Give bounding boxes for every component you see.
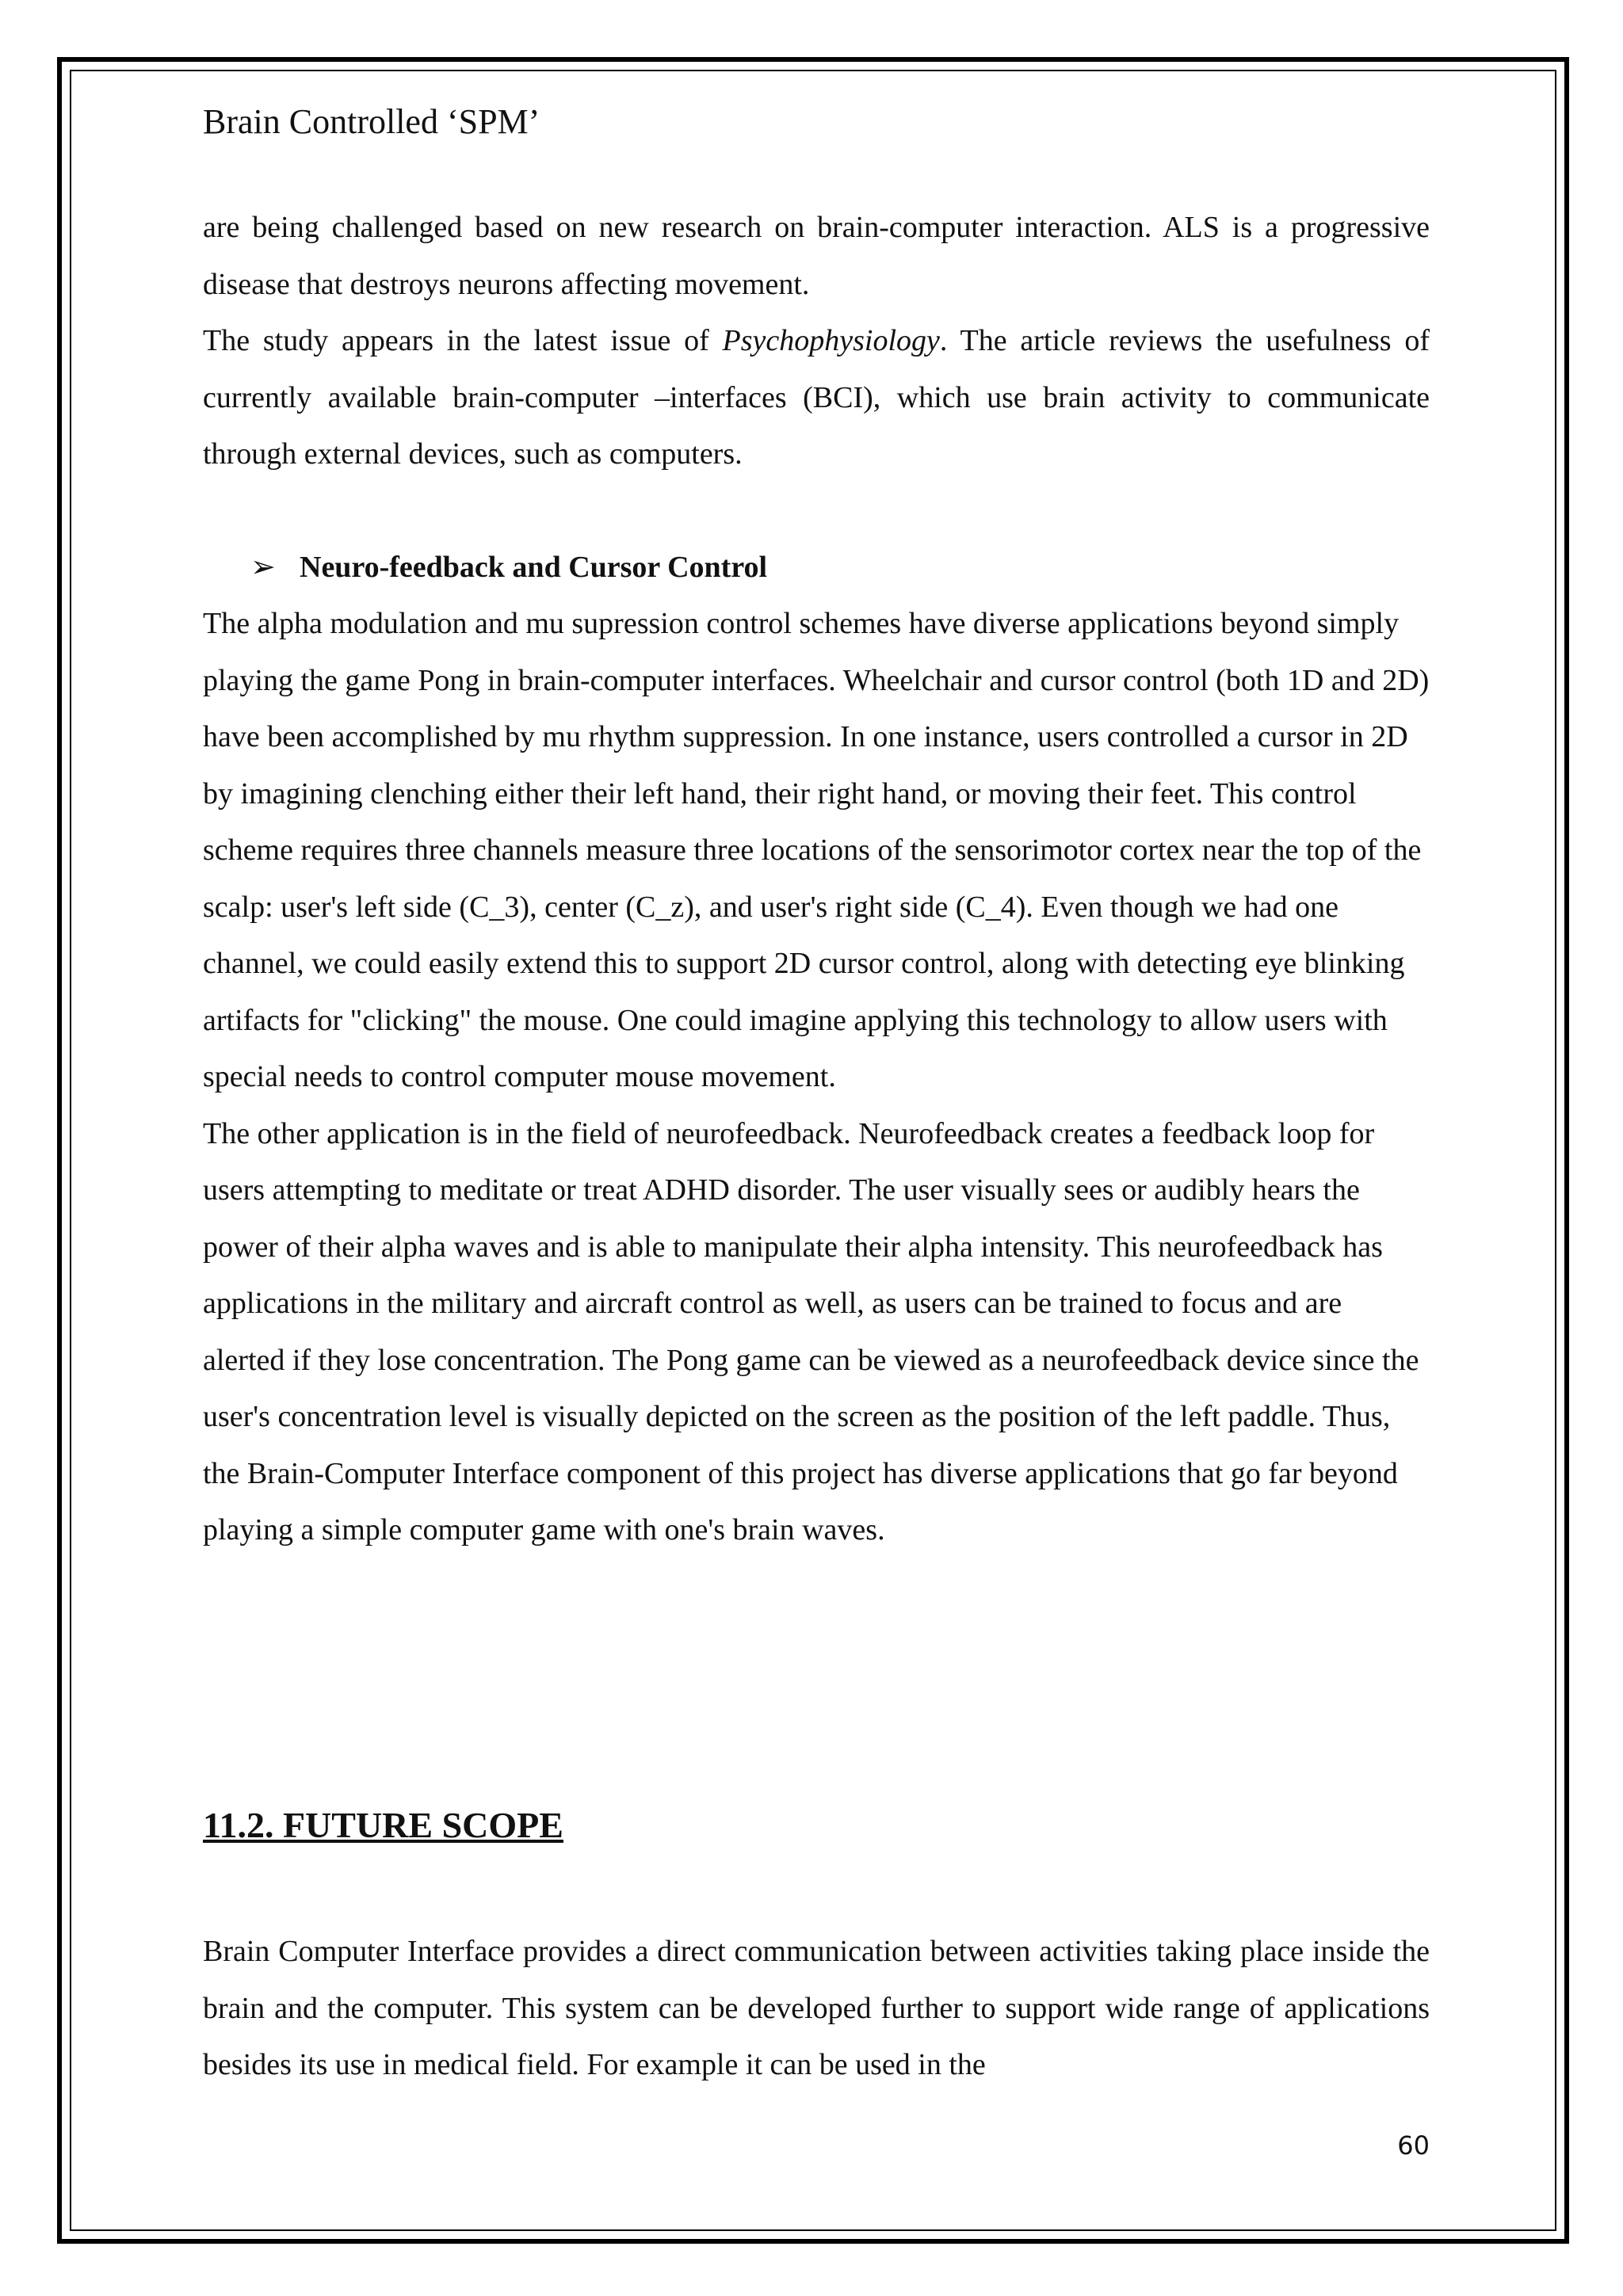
- intro-text-before-journal: The study appears in the latest issue of: [203, 324, 723, 357]
- neurofeedback-paragraph-2: The other application is in the field of neurofeedback. Neurofeedback creates a feedback loop for users attempting to meditate or treat ADHD disorder. The user visually sees or audibly hears the power of their alpha waves and is able to manipulate their alpha intensity. This neurofeedback has applications in the military and aircraft control as well, as users can be trained to focus and are alerted if they lose concentration. The Pong game can be viewed as a neurofeedback device since the user's concentration level is visually depicted on the screen as the position of the left paddle. Thus, the Brain-Computer Interface component of this project has diverse applications that go far beyond playing a simple computer game with one's brain waves.: [203, 1116, 1419, 1547]
- intro-text-after-journal: . The article reviews the usefulness of currently available brain-computer –interfaces (BCI), which use brain activity to communicate through external devices, such as computers.: [203, 324, 1430, 471]
- intro-paragraph-2: [203, 313, 1430, 483]
- section-subheading: [203, 540, 1430, 597]
- body-content: [203, 200, 1430, 1559]
- page-number: 60: [1397, 2130, 1430, 2161]
- journal-name: Psychophysiology: [722, 324, 940, 357]
- arrow-bullet-icon: ➢: [250, 550, 276, 584]
- future-scope-content: [203, 1924, 1430, 2094]
- intro-paragraph-1: are being challenged based on new research on brain-computer interaction. ALS is a progressive disease that destroys neurons affecting movement.: [203, 211, 1430, 301]
- subheading-text: Neuro-feedback and Cursor Control: [300, 550, 768, 584]
- section-title: 11.2. FUTURE SCOPE: [203, 1805, 563, 1845]
- future-scope-paragraph: Brain Computer Interface provides a direct communication between activities taking place inside the brain and the computer. This system can be developed further to support wide range of applications besides its use in medical field. For example it can be used in the: [203, 1935, 1430, 2081]
- neurofeedback-paragraph-1: The alpha modulation and mu supression control schemes have diverse applications beyond simply playing the game Pong in brain-computer interfaces. Wheelchair and cursor control (both 1D and 2D) have been accomplished by mu rhythm suppression. In one instance, users controlled a cursor in 2D by imagining clenching either their left hand, their right hand, or moving their feet. This control scheme requires three channels measure three locations of the sensorimotor cortex near the top of the scalp: user's left side (C_3), center (C_z), and user's right side (C_4). Even though we had one channel, we could easily extend this to support 2D cursor control, along with detecting eye blinking artifacts for "clicking" the mouse. One could imagine applying this technology to allow users with special needs to control computer mouse movement.: [203, 607, 1430, 1093]
- running-header: Brain Controlled ‘SPM’: [203, 102, 540, 141]
